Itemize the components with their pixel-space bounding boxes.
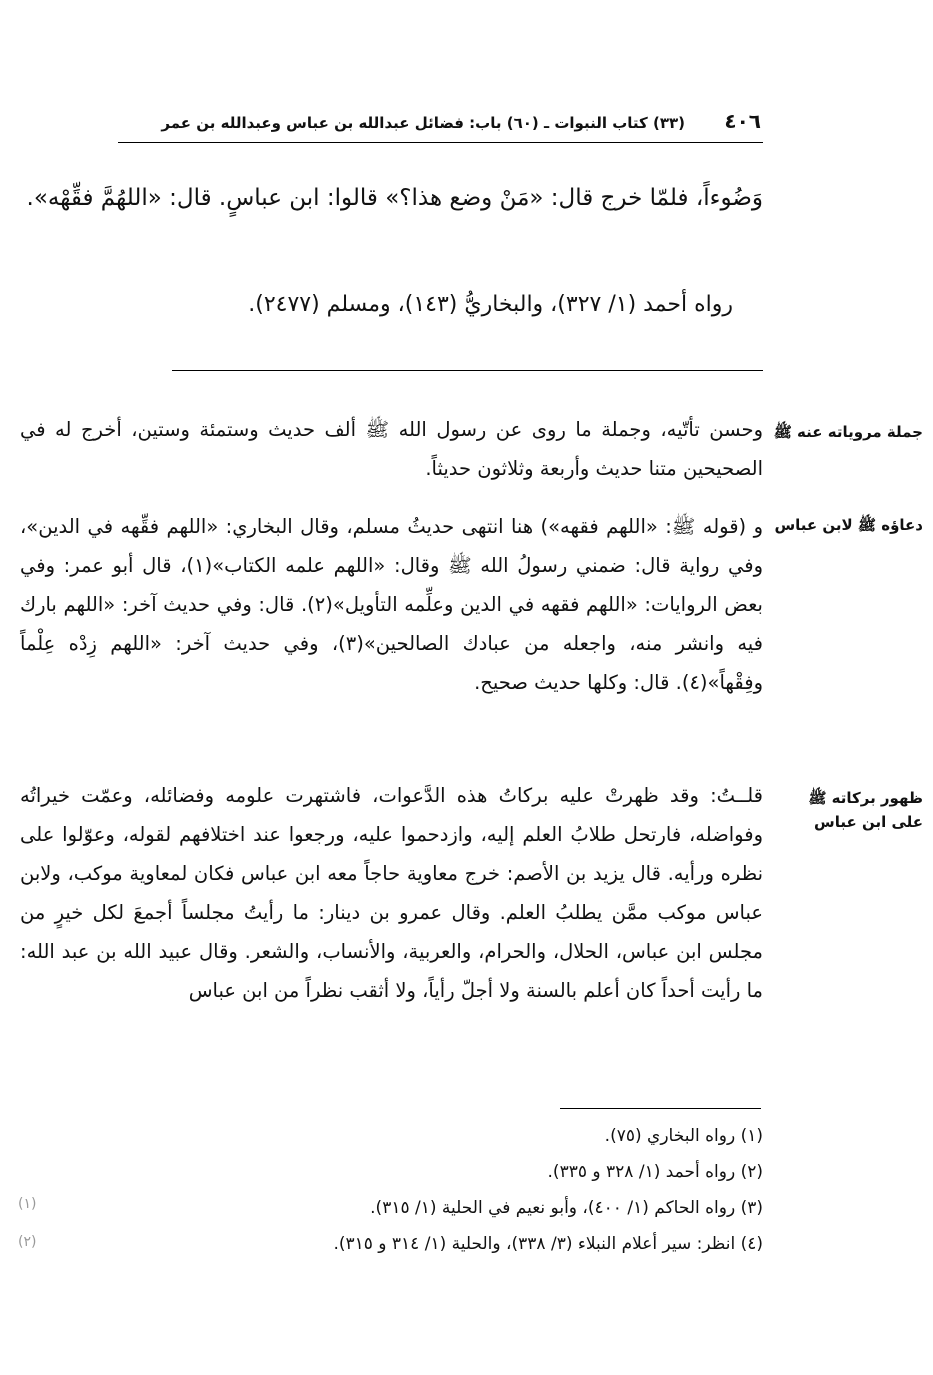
header-rule <box>118 142 763 143</box>
footnote-3: (٣) رواه الحاكم (١/ ٤٠٠)، وأبو نعيم في الحلية (١/ ٣١٥). <box>370 1198 763 1218</box>
footnotes <box>240 1118 763 1262</box>
commentary-paragraph-narrations: وحسن تأتّيه، وجملة ما روى عن رسول الله ﷺ ألف حديث وستمئة وستين، أخرج له في الصحيحين متنا حديث وأربعة وثلاثون حديثاً. <box>20 418 763 480</box>
hadith-source: رواه أحمد (١/ ٣٢٧)، والبخاريُّ (١٤٣)، ومسلم (٢٤٧٧). <box>248 292 733 317</box>
commentary-paragraph-blessings: قلــتُ: وقد ظهرتْ عليه بركاتُ هذه الدَّعوات، فاشتهرت علومه وفضائله، وعمّت خيراتُه وفواضله، فارتحل طلابُ العلم إليه، وازدحموا عليه، ورجعوا عند اختلافهم لقوله، وعوّلوا على نظره ورأيه. قال يزيد بن الأصم: خرج معاوية حاجاً معه ابن عباس فكان لمعاوية موكب، ولابن عباس موكب ممَّن يطلبُ العلم. وقال عمرو بن دينار: ما رأيتُ مجلساً أجمعَ لكل خيرٍ من مجلس ابن عباس، الحلال، والحرام، والعربية، والأنساب، والشعر. وقال عبيد الله بن عبد الله: ما رأيت أحداً كان أعلم بالسنة ولا أجلّ رأياً، ولا أثقب نظراً من ابن عباس <box>20 784 763 1002</box>
running-header <box>118 107 763 139</box>
running-header-title: (٣٣) كتاب النبوات ـ (٦٠) باب: فضائل عبدالله بن عباس وعبدالله بن عمر <box>161 114 685 132</box>
footnote-1: (١) رواه البخاري (٧٥). <box>604 1126 763 1146</box>
footnote-2: (٢) رواه أحمد (١/ ٣٢٨ و ٣٣٥). <box>547 1162 763 1182</box>
edge-mark-2: (٢) <box>18 1234 37 1250</box>
margin-note-supplication: دعاؤه ﷺ لابن عباس <box>774 516 923 534</box>
edge-mark-1: (١) <box>18 1196 37 1212</box>
footnote-4: (٤) انظر: سير أعلام النبلاء (٣/ ٣٣٨)، والحلية (١/ ٣١٤ و ٣١٥). <box>333 1234 763 1254</box>
margin-note-narrations: جملة مروياته عنه ﷺ <box>773 423 923 441</box>
commentary-paragraph-supplication: و (قوله ﷺ: «اللهم فقهه») هنا انتهى حديثُ مسلم، وقال البخاري: «اللهم فقِّهه في الدين»، وفي رواية قال: ضمني رسولُ الله ﷺ وقال: «اللهم علمه الكتاب»(١)، قال أبو عمر: وفي بعض الروايات: «اللهم فقهه في الدين وعلِّمه التأويل»(٢). قال: وفي حديث آخر: «اللهم بارك فيه وانشر منه، واجعله من عبادك الصالحين»(٣)، وفي حديث آخر: «اللهم زِدْه عِلْماً وفِقْهاً»(٤). قال: وكلها حديث صحيح. <box>20 515 763 694</box>
footnote-rule <box>560 1108 761 1109</box>
page-number: ٤٠٦ <box>724 109 761 133</box>
section-rule <box>172 370 763 371</box>
margin-note-blessings: ظهور بركاته ﷺ على ابن عباس <box>808 789 923 831</box>
hadith-text: وَضُوءاً، فلمّا خرج قال: «مَنْ وضع هذا؟» قالوا: ابن عباسٍ. قال: «اللهُمَّ فقِّهْه». <box>26 185 763 211</box>
